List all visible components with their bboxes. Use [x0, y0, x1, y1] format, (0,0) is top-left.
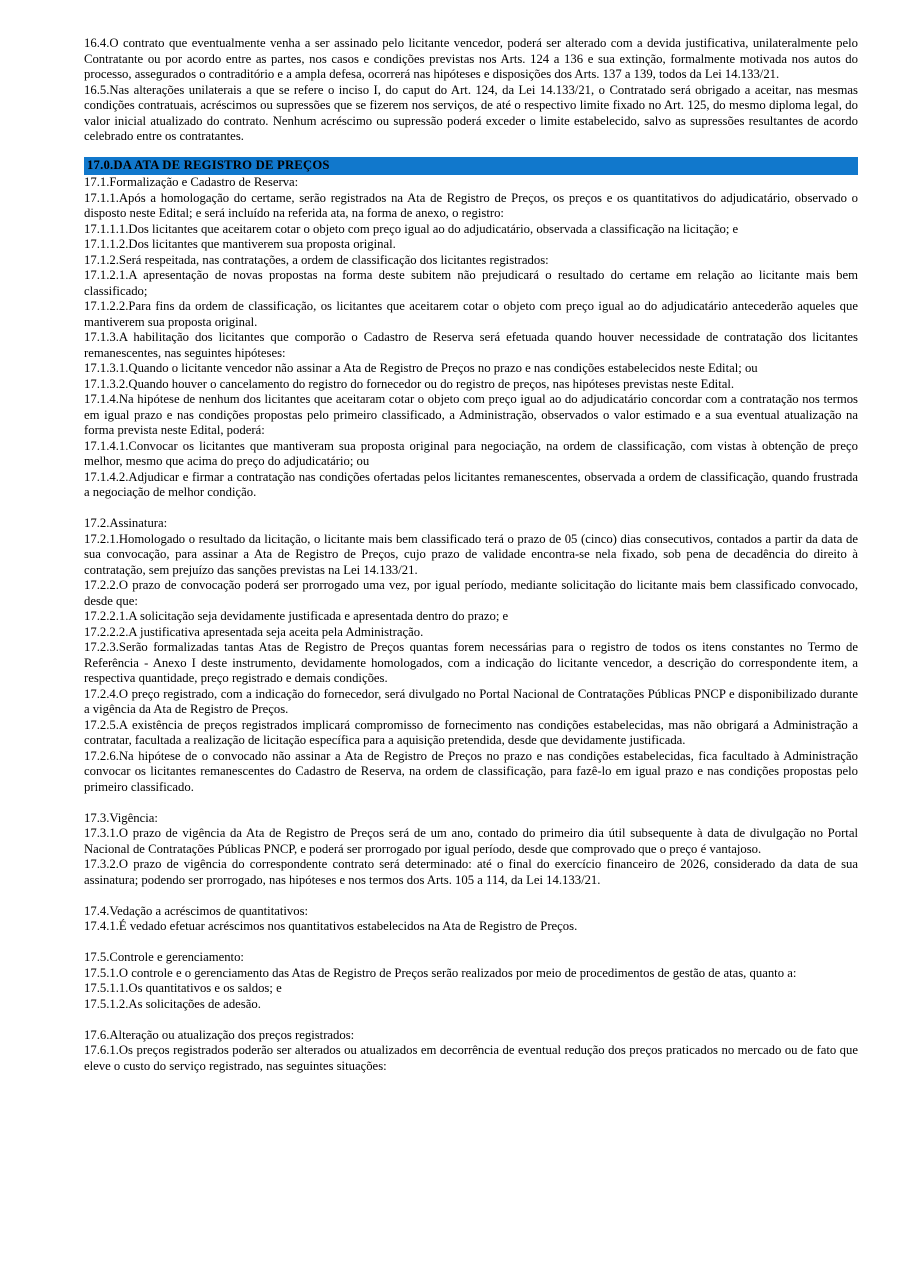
paragraph: 17.2.6.Na hipótese de o convocado não assinar a Ata de Registro de Preços no prazo e nas condições estabelecidas, fica facultado à Administração convocar os licitantes remanescentes do Cadastro de Reserva, na ordem de classificação, para fazê-lo em igual prazo e nas condições propostas pelo primeiro classificado.: [84, 748, 858, 794]
paragraph: 17.2.2.1.A solicitação seja devidamente justificada e apresentada dentro do prazo; e: [84, 609, 509, 623]
document-content: [84, 36, 858, 1074]
paragraph: 17.1.Formalização e Cadastro de Reserva:: [84, 175, 299, 189]
paragraph: 17.1.4.1.Convocar os licitantes que mantiveram sua proposta original para negociação, na ordem de classificação, com vistas à obtenção de preço melhor, mesmo que acima do preço do adjudicatário; ou: [84, 438, 858, 468]
paragraph: 17.1.2.1.A apresentação de novas propostas na forma deste subitem não prejudicará o resultado do certame em relação ao licitante mais bem classificado;: [84, 268, 858, 298]
paragraph: 16.5.Nas alterações unilaterais a que se refere o inciso I, do caput do Art. 124, da Lei 14.133/21, o Contratado será obrigado a aceitar, nas mesmas condições contratuais, acréscimos ou supressões que se fizerem nos serviços, de até o respectivo limite fixado no Art. 125, do mesmo diploma legal, do valor inicial atualizado do contrato. Nenhum acréscimo ou supressão poderá exceder o limite estabelecido, salvo as supressões resultantes de acordo celebrado entre os contratantes.: [84, 82, 858, 143]
blank-line: [84, 1012, 858, 1028]
blank-line: [84, 795, 858, 811]
blank-line: [84, 935, 858, 951]
paragraph: 17.3.Vigência:: [84, 810, 158, 825]
paragraph: 16.4.O contrato que eventualmente venha a ser assinado pelo licitante vencedor, poderá ser alterado com a devida justificativa, unilateralmente pelo Contratante ou por acordo entre as partes, nos casos e condições previstas nos Arts. 124 a 136 e sua extinção, formalmente motivada nos autos do processo, assegurados o contraditório e a ampla defesa, ocorrerá nas hipóteses e disposições dos Arts. 137 a 139, todos da Lei 14.133/21.: [84, 36, 858, 81]
paragraph: 17.1.2.Será respeitada, nas contratações, a ordem de classificação dos licitantes registrados:: [84, 252, 549, 267]
paragraph: 17.2.4.O preço registrado, com a indicação do fornecedor, será divulgado no Portal Nacional de Contratações Públicas PNCP e disponibilizado durante a vigência da Ata de Registro de Preços.: [84, 686, 858, 716]
paragraph: 17.1.3.1.Quando o licitante vencedor não assinar a Ata de Registro de Preços no prazo e nas condições estabelecidos neste Edital; ou: [84, 361, 758, 375]
paragraph: 17.5.1.O controle e o gerenciamento das Atas de Registro de Preços serão realizados por meio de procedimentos de gestão de atas, quanto a:: [84, 965, 797, 980]
paragraph: 17.2.Assinatura:: [84, 516, 168, 530]
paragraph: 17.6.Alteração ou atualização dos preços registrados:: [84, 1027, 355, 1042]
paragraph: 17.4.1.É vedado efetuar acréscimos nos quantitativos estabelecidos na Ata de Registro de Preços.: [84, 919, 578, 933]
paragraph: 17.1.4.2.Adjudicar e firmar a contratação nas condições ofertadas pelos licitantes remanescentes, observada a ordem de classificação, quando frustrada a negociação de melhor condição.: [84, 469, 858, 499]
paragraph: 17.2.5.A existência de preços registrados implicará compromisso de fornecimento nas condições estabelecidas, mas não obrigará a Administração a contratar, facultada a realização de licitação específica para a aquisição pretendida, desde que devidamente justificada.: [84, 717, 858, 747]
paragraph: 17.1.1.Após a homologação do certame, serão registrados na Ata de Registro de Preços, os preços e os quantitativos do adjudicatário, observado o disposto neste Edital; e será incluído na referida ata, na forma de anexo, o registro:: [84, 190, 858, 220]
blank-line: [84, 501, 858, 517]
paragraph: 17.1.1.2.Dos licitantes que mantiverem sua proposta original.: [84, 237, 396, 251]
paragraph: 17.1.2.2.Para fins da ordem de classificação, os licitantes que aceitarem cotar o objeto com preço igual ao do adjudicatário antecederão aqueles que mantiverem sua proposta original.: [84, 299, 858, 329]
paragraph: 17.3.2.O prazo de vigência do correspondente contrato será determinado: até o final do exercício financeiro de 2026, considerado da data de sua assinatura; podendo ser prorrogado, nas hipóteses e nos termos dos Arts. 105 a 114, da Lei 14.133/21.: [84, 857, 858, 887]
paragraph: 17.2.3.Serão formalizadas tantas Atas de Registro de Preços quantas forem necessárias para o registro de todos os itens constantes no Termo de Referência - Anexo I deste instrumento, devidamente homologados, com a indicação do licitante vencedor, a descrição do correspondente item, a respectiva quantidade, preço registrado e demais condições.: [84, 640, 858, 685]
paragraph: 17.5.1.2.As solicitações de adesão.: [84, 996, 261, 1011]
paragraph: 17.1.3.A habilitação dos licitantes que comporão o Cadastro de Reserva será efetuada quando houver necessidade de contratação dos licitantes remanescentes, nas seguintes hipóteses:: [84, 330, 858, 360]
paragraph: 17.3.1.O prazo de vigência da Ata de Registro de Preços será de um ano, contado do primeiro dia útil subsequente à data de divulgação no Portal Nacional de Contratações Públicas PNCP, e poderá ser prorrogado por igual período, desde que comprovado que o preço é vantajoso.: [84, 826, 858, 856]
paragraph: 17.2.1.Homologado o resultado da licitação, o licitante mais bem classificado terá o prazo de 05 (cinco) dias consecutivos, contados a partir da data de sua convocação, para assinar a Ata de Registro de Preços, cujo prazo de validade encontra-se nela fixado, sob pena de decadência do direito à contratação, sem prejuízo das sanções previstas na Lei 14.133/21.: [84, 531, 858, 577]
paragraph: 17.1.4.Na hipótese de nenhum dos licitantes que aceitaram cotar o objeto com preço igual ao do adjudicatário concordar com a contratação nos termos em igual prazo e nas condições propostas pelo primeiro classificado, a Administração, observados o valor estimado e a sua eventual atualização na forma prevista neste Edital, poderá:: [84, 392, 858, 437]
paragraph: 17.5.1.1.Os quantitativos e os saldos; e: [84, 981, 282, 995]
blank-line: [84, 888, 858, 904]
paragraph: 17.2.2.2.A justificativa apresentada seja aceita pela Administração.: [84, 624, 424, 639]
paragraph: 17.6.1.Os preços registrados poderão ser alterados ou atualizados em decorrência de eventual redução dos preços praticados no mercado ou de fato que eleve o custo do serviço registrado, nas seguintes situações:: [84, 1043, 858, 1073]
paragraph: 17.5.Controle e gerenciamento:: [84, 950, 244, 964]
paragraph: 17.2.2.O prazo de convocação poderá ser prorrogado uma vez, por igual período, mediante solicitação do licitante mais bem classificado convocado, desde que:: [84, 578, 858, 608]
paragraph: 17.1.1.1.Dos licitantes que aceitarem cotar o objeto com preço igual ao do adjudicatário, observada a classificação na licitação; e: [84, 221, 739, 236]
section-header: 17.0.DA ATA DE REGISTRO DE PREÇOS: [84, 157, 858, 176]
paragraph: 17.1.3.2.Quando houver o cancelamento do registro do fornecedor ou do registro de preços, nas hipóteses previstas neste Edital.: [84, 376, 735, 391]
paragraph: 17.4.Vedação a acréscimos de quantitativos:: [84, 903, 309, 918]
